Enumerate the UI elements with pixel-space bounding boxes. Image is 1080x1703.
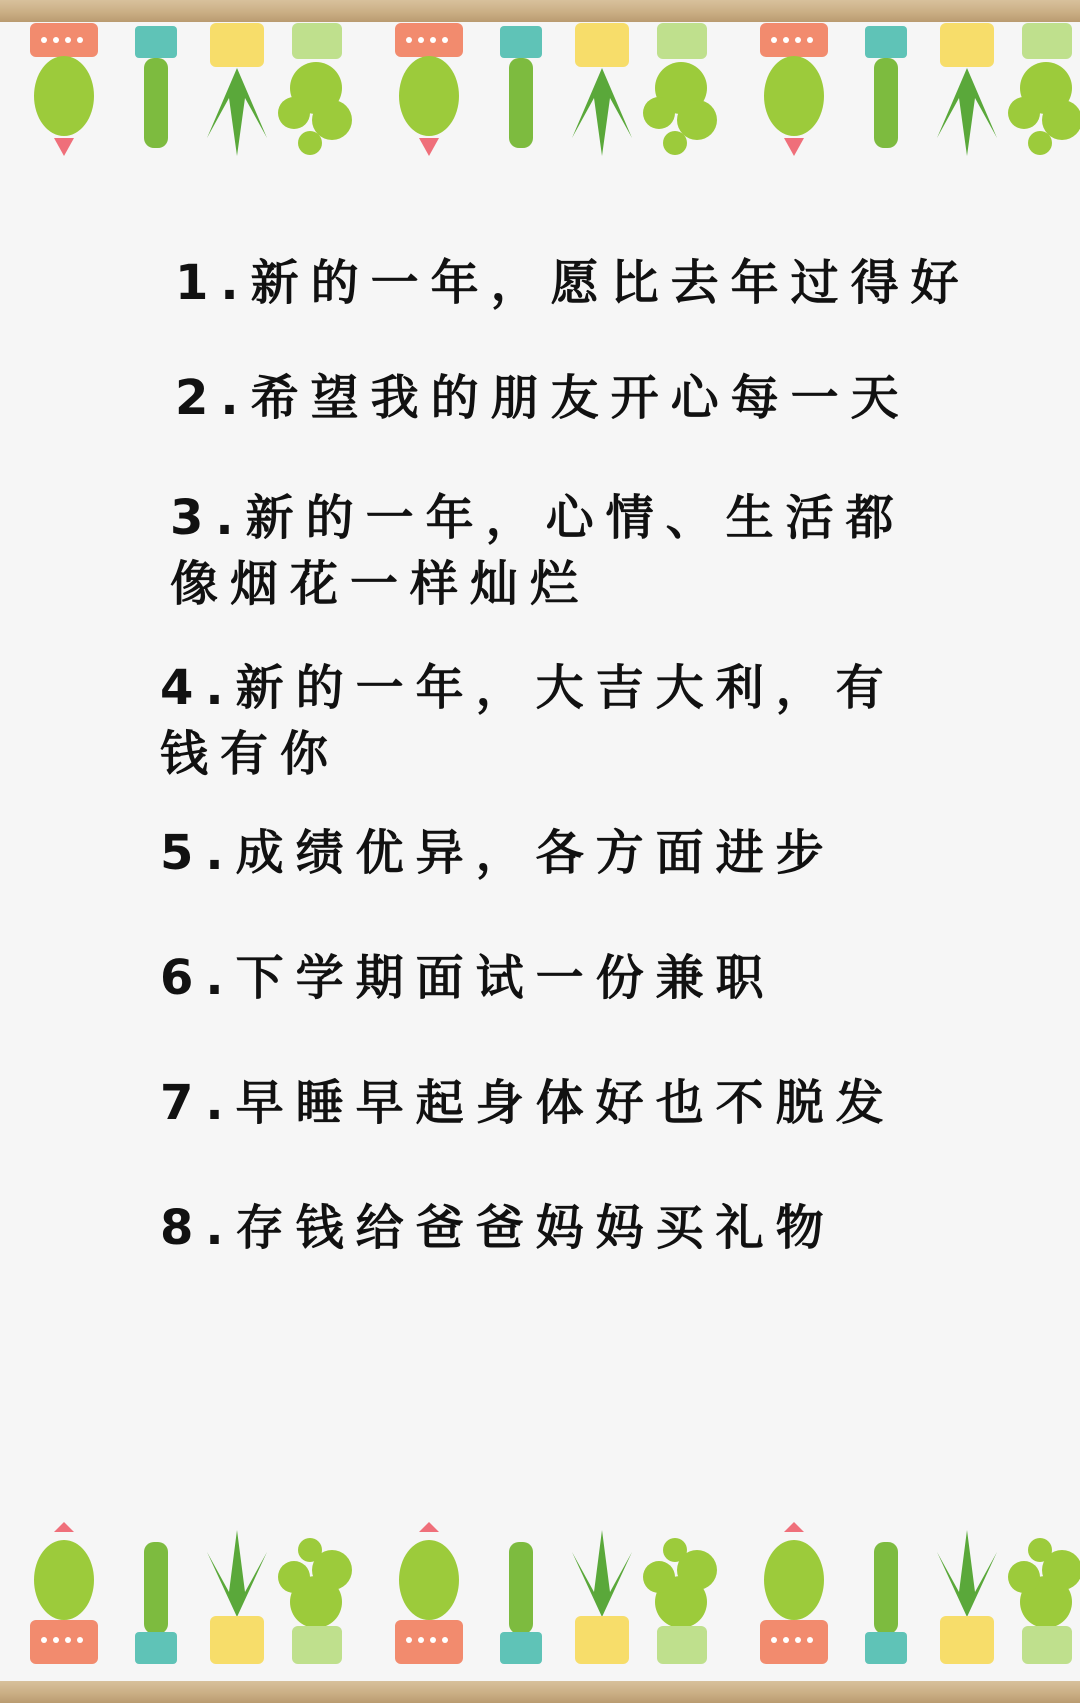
wish-item: 1.新的一年，愿比去年过得好 [175,255,971,311]
wood-frame-bottom [0,1681,1080,1703]
wish-item: 6.下学期面试一份兼职 [160,950,776,1006]
wish-item: 3.新的一年，心情、生活都像烟花一样灿烂 [170,490,906,612]
wish-item: 2.希望我的朋友开心每一天 [175,370,911,426]
wish-item: 8.存钱给爸爸妈妈买礼物 [160,1200,836,1256]
wish-item: 7.早睡早起身体好也不脱发 [160,1075,896,1131]
wish-item: 4.新的一年，大吉大利，有钱有你 [160,660,896,782]
cactus-border-bottom-icon [0,1522,1080,1682]
wish-item: 5.成绩优异，各方面进步 [160,825,836,881]
